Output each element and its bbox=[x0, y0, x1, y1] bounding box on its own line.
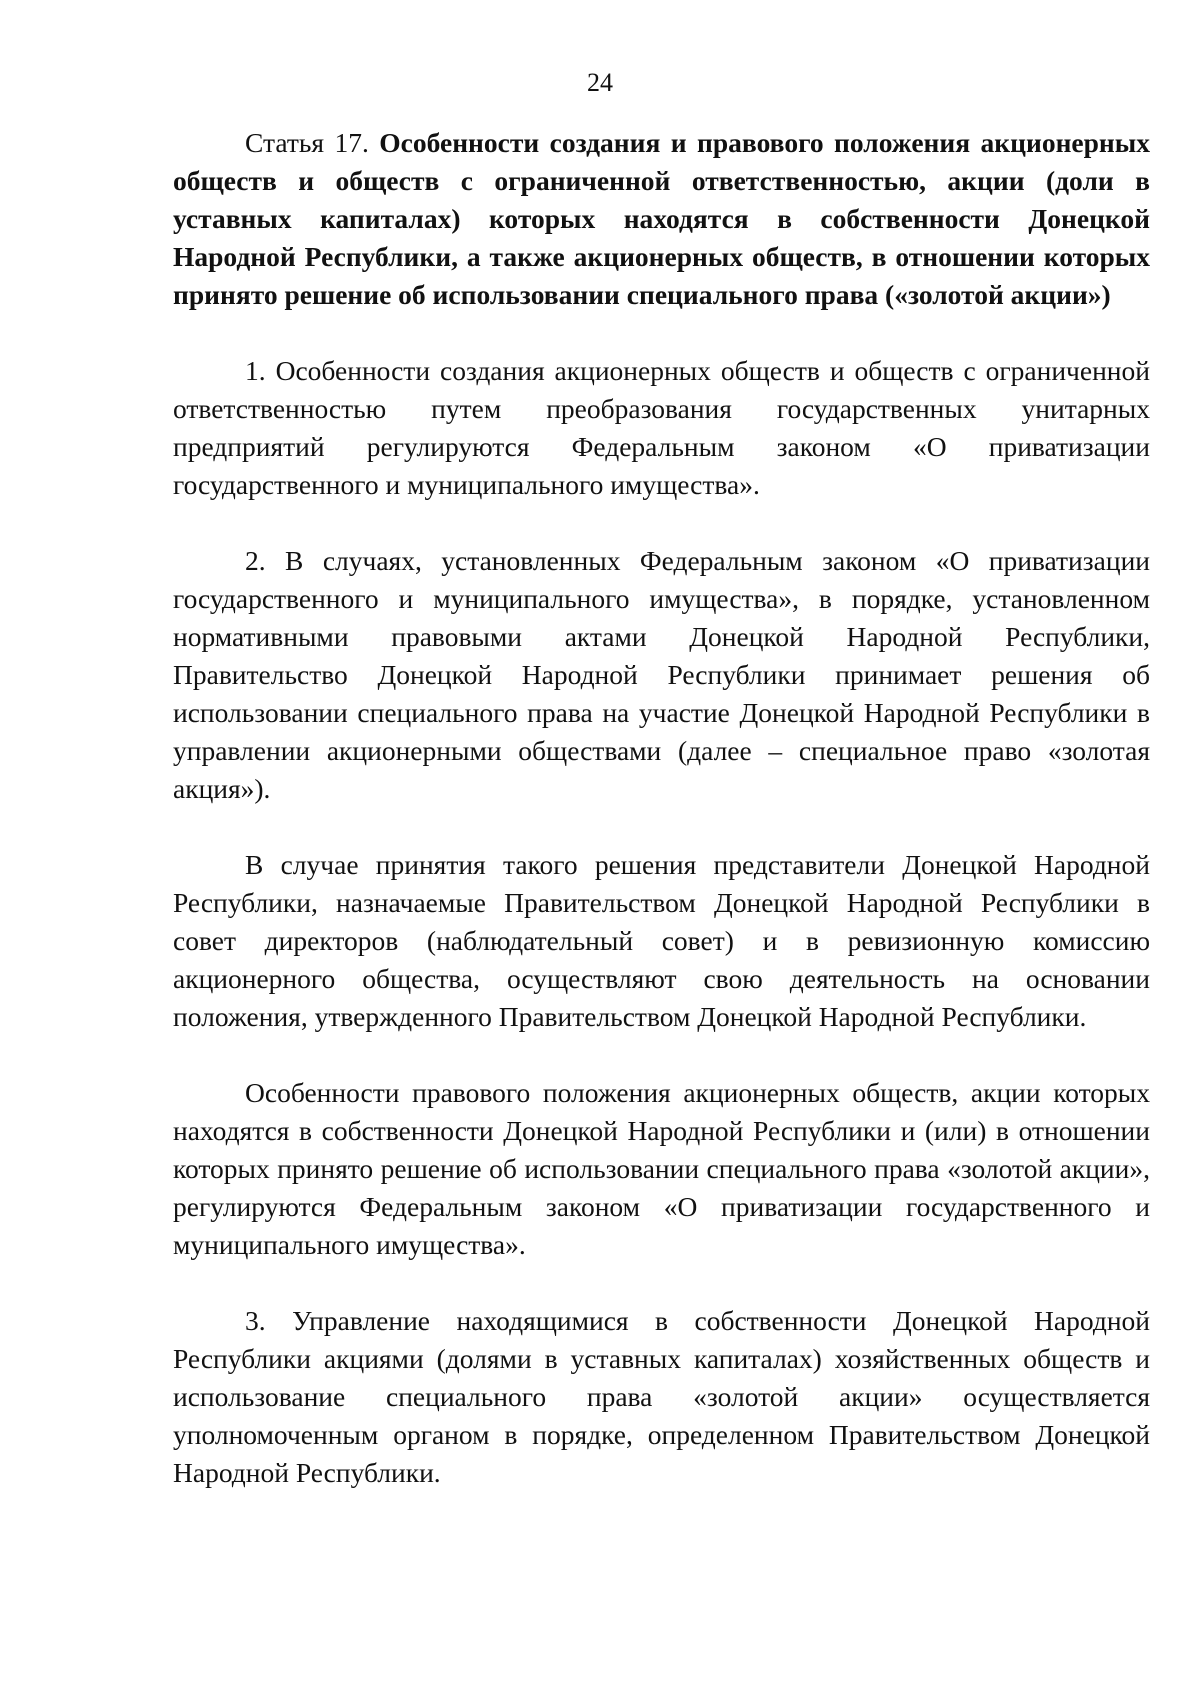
page-number: 24 bbox=[587, 68, 613, 97]
paragraph-2: 2. В случаях, установленных Федеральным законом «О приватизации государственного и муниципального имущества», в порядке, установленном нормативными правовыми актами Донецкой Народной Республики, Правительство Донецкой Народной Республики принимает решения об использовании специального права на участие Донецкой Народной Республики в управлении акционерными обществами (далее – специальное право «золотая акция»). bbox=[173, 545, 1150, 804]
article-number: Статья 17. bbox=[245, 127, 369, 158]
paragraph-1: 1. Особенности создания акционерных обществ и обществ с ограниченной ответственностью путем преобразования государственных унитарных предприятий регулируются Федеральным законом «О приватизации государственного и муниципального имущества». bbox=[173, 355, 1150, 500]
article-heading bbox=[173, 124, 1150, 314]
document-body bbox=[173, 124, 1150, 1530]
paragraph-3: В случае принятия такого решения представители Донецкой Народной Республики, назначаемые Правительством Донецкой Народной Республики в совет директоров (наблюдательный совет) и в ревизионную комиссию акционерного общества, осуществляют свою деятельность на основании положения, утвержденного Правительством Донецкой Народной Республики. bbox=[173, 849, 1150, 1032]
paragraph-5: 3. Управление находящимися в собственности Донецкой Народной Республики акциями (долями в уставных капиталах) хозяйственных обществ и использование специального права «золотой акции» осуществляется уполномоченным органом в порядке, определенном Правительством Донецкой Народной Республики. bbox=[173, 1305, 1150, 1488]
paragraph-4: Особенности правового положения акционерных обществ, акции которых находятся в собственности Донецкой Народной Республики и (или) в отношении которых принято решение об использовании специального права «золотой акции», регулируются Федеральным законом «О приватизации государственного и муниципального имущества». bbox=[173, 1077, 1150, 1260]
article-title: Особенности создания и правового положения акционерных обществ и обществ с ограниченной ответственностью, акции (доли в уставных капиталах) которых находятся в собственности Донецкой Народной Республики, а также акционерных обществ, в отношении которых принято решение об использовании специального права («золотой акции») bbox=[173, 127, 1150, 310]
